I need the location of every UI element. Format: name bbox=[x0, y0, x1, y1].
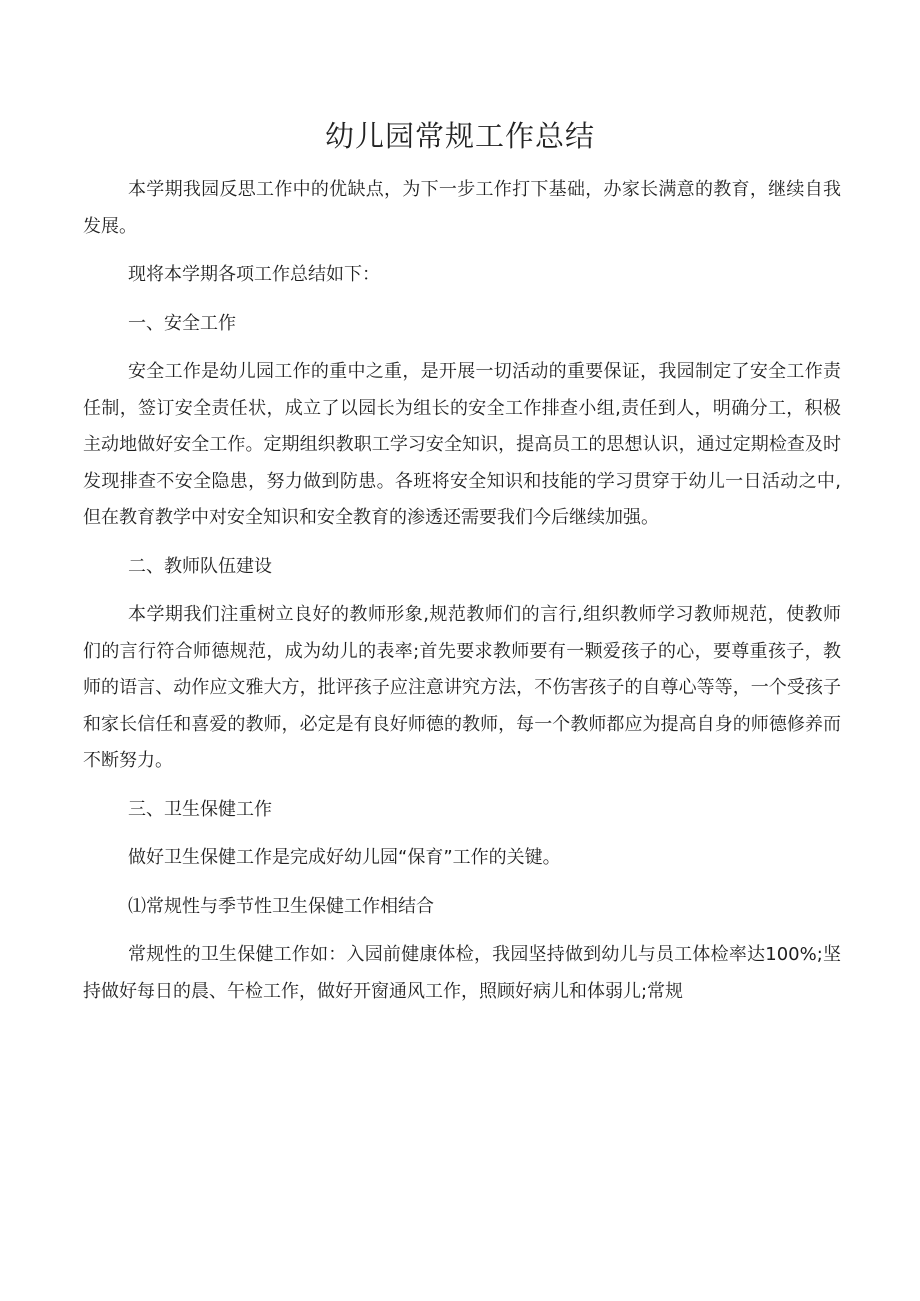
paragraph-summary-lead: 现将本学期各项工作总结如下： bbox=[128, 264, 380, 285]
section-heading-safety: 一、安全工作 bbox=[128, 312, 236, 334]
subheading-routine-seasonal: ⑴常规性与季节性卫生保健工作相结合 bbox=[128, 895, 434, 917]
document-body bbox=[83, 172, 841, 1022]
paragraph-intro: 本学期我园反思工作中的优缺点，为下一步工作打下基础，办家长满意的教育，继续自我发展。 bbox=[83, 179, 841, 237]
section-heading-health: 三、卫生保健工作 bbox=[128, 798, 272, 820]
paragraph-health-intro: 做好卫生保健工作是完成好幼儿园“保育”工作的关键。 bbox=[128, 847, 561, 868]
paragraph-routine-health: 常规性的卫生保健工作如：入园前健康体检，我园坚持做到幼儿与员工体检率达100%;坚持做好每日的晨、午检工作，做好开窗通风工作，照顾好病儿和体弱儿;常规 bbox=[83, 944, 841, 1002]
document-title: 幼儿园常规工作总结 bbox=[324, 119, 595, 153]
section-heading-teachers: 二、教师队伍建设 bbox=[128, 555, 272, 577]
paragraph-safety: 安全工作是幼儿园工作的重中之重，是开展一切活动的重要保证，我园制定了安全工作责任制，签订安全责任状，成立了以园长为组长的安全工作排查小组,责任到人，明确分工，积极主动地做好安全工作。定期组织教职工学习安全知识，提高员工的思想认识，通过定期检查及时发现排查不安全隐患，努力做到防患。各班将安全知识和技能的学习贯穿于幼儿一日活动之中,但在教育教学中对安全知识和安全教育的渗透还需要我们今后继续加强。 bbox=[83, 361, 841, 528]
paragraph-teachers: 本学期我们注重树立良好的教师形象,规范教师们的言行,组织教师学习教师规范，使教师们的言行符合师德规范，成为幼儿的表率;首先要求教师要有一颗爱孩子的心，要尊重孩子，教师的语言、动作应文雅大方，批评孩子应注意讲究方法，不伤害孩子的自尊心等等，一个受孩子和家长信任和喜爱的教师，必定是有良好师德的教师，每一个教师都应为提高自身的师德修养而不断努力。 bbox=[83, 604, 841, 771]
